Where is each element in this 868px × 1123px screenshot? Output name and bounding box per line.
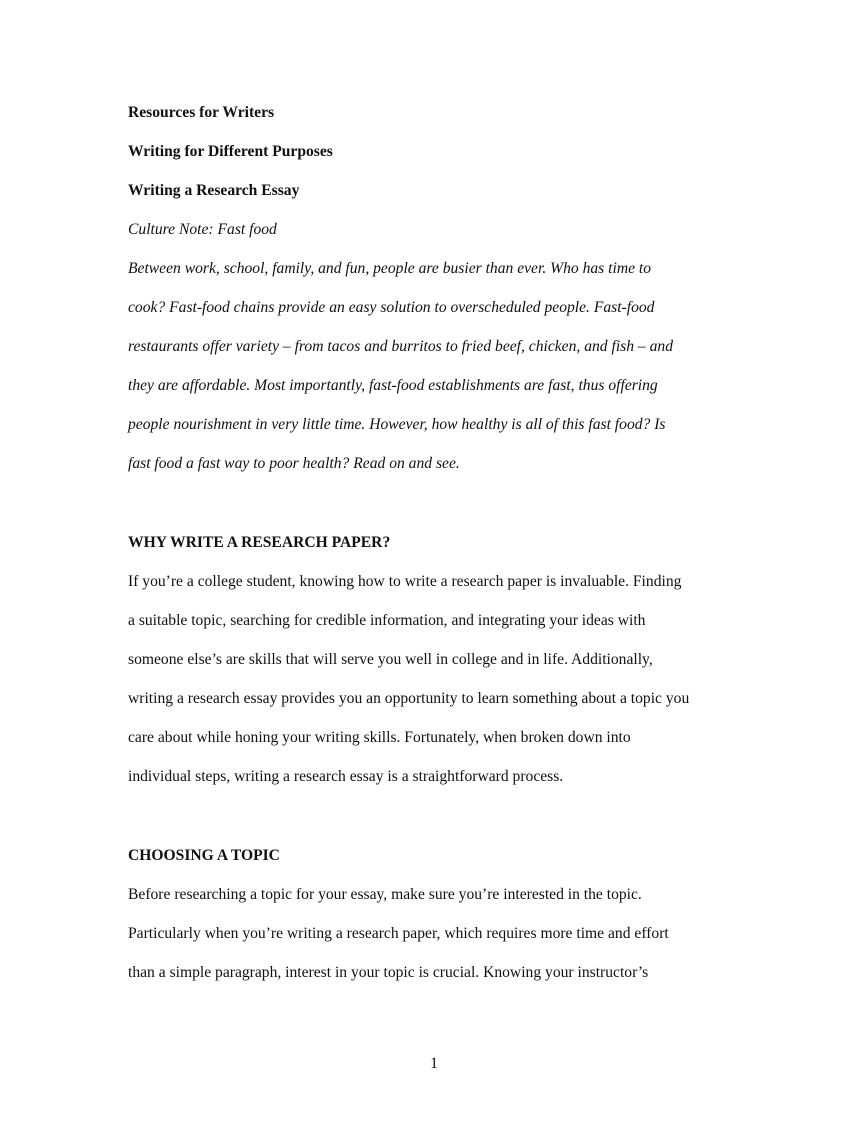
- page-number: 1: [430, 1055, 438, 1072]
- culture-note-line: people nourishment in very little time. However, how healthy is all of this fast food? Is: [128, 416, 666, 433]
- culture-note-line: they are affordable. Most importantly, fast-food establishments are fast, thus offering: [128, 377, 658, 394]
- essay-title: Writing a Research Essay: [128, 182, 300, 199]
- header-resources: Resources for Writers: [128, 104, 275, 121]
- section-heading-why: WHY WRITE A RESEARCH PAPER?: [128, 534, 391, 551]
- paragraph-line: than a simple paragraph, interest in your topic is crucial. Knowing your instructor’s: [128, 964, 649, 981]
- paragraph-line: someone else’s are skills that will serve you well in college and in life. Additionally,: [128, 651, 653, 668]
- culture-note-line: fast food a fast way to poor health? Read on and see.: [128, 455, 460, 472]
- header-purposes: Writing for Different Purposes: [128, 143, 333, 160]
- section-heading-topic: CHOOSING A TOPIC: [128, 847, 280, 864]
- culture-note-line: cook? Fast-food chains provide an easy solution to overscheduled people. Fast-food: [128, 299, 655, 316]
- culture-note-line: restaurants offer variety – from tacos and burritos to fried beef, chicken, and fish – and: [128, 338, 674, 355]
- paragraph-line: a suitable topic, searching for credible information, and integrating your ideas with: [128, 612, 646, 629]
- paragraph-line: care about while honing your writing skills. Fortunately, when broken down into: [128, 729, 631, 746]
- culture-note-title: Culture Note: Fast food: [128, 221, 277, 238]
- culture-note-line: Between work, school, family, and fun, people are busier than ever. Who has time to: [128, 260, 652, 277]
- paragraph-line: Before researching a topic for your essay, make sure you’re interested in the topic.: [128, 886, 642, 903]
- paragraph-line: If you’re a college student, knowing how to write a research paper is invaluable. Finding: [128, 573, 682, 590]
- paragraph-line: individual steps, writing a research essay is a straightforward process.: [128, 768, 564, 785]
- paragraph-line: writing a research essay provides you an opportunity to learn something about a topic you: [128, 690, 690, 707]
- paragraph-line: Particularly when you’re writing a research paper, which requires more time and effort: [128, 925, 669, 942]
